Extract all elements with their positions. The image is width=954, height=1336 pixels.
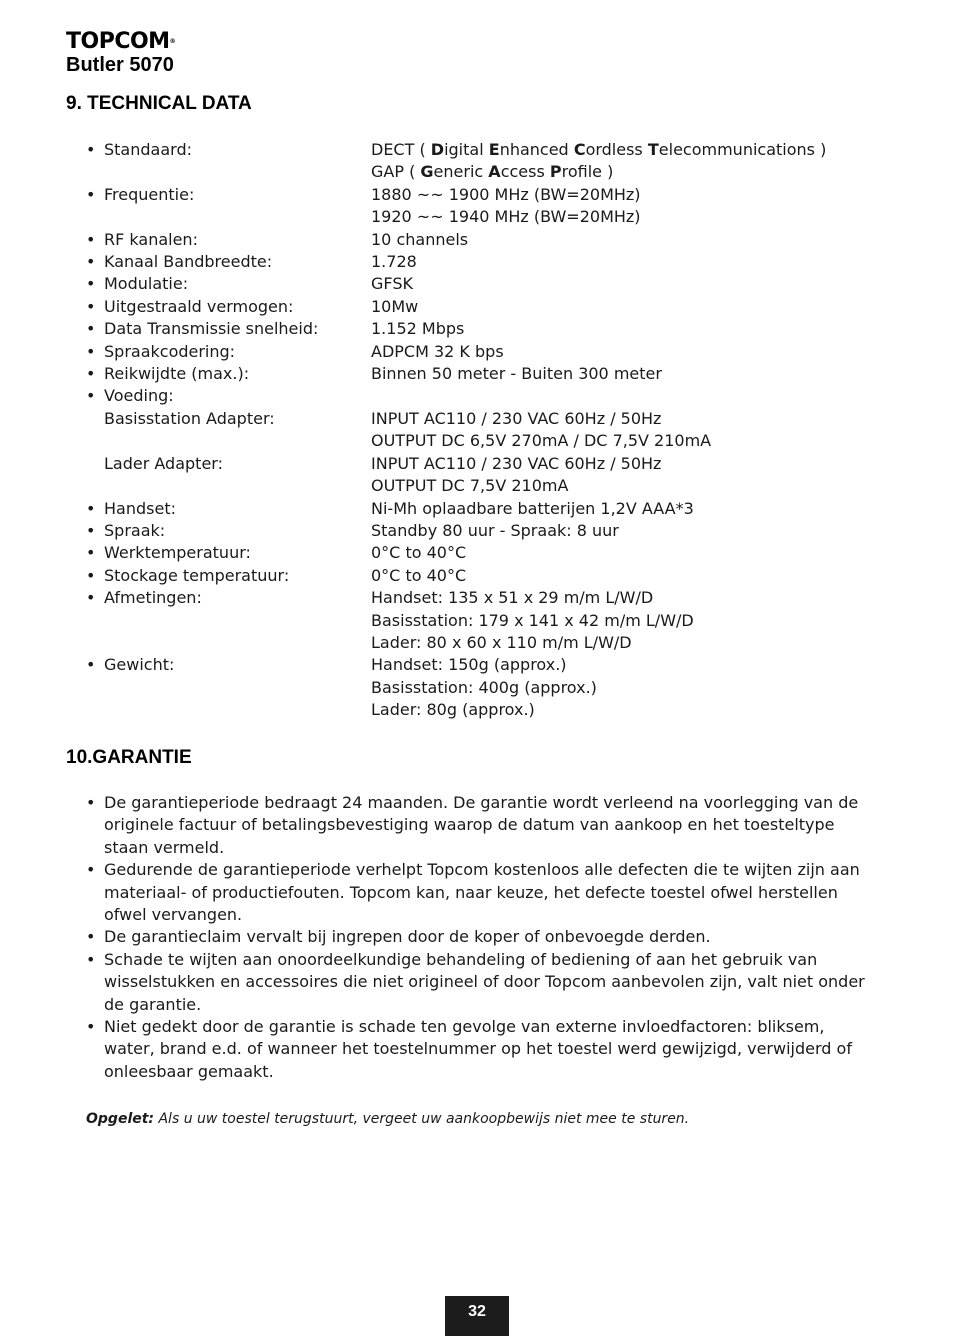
spec-label: Modulatie: — [104, 274, 189, 294]
spec-label: Frequentie: — [104, 184, 195, 204]
product-model: Butler 5070 — [66, 54, 174, 76]
spec-row: • Reikwijdte (max.): Binnen 50 meter - Buiten 300 meter — [86, 363, 886, 385]
list-item: • Niet gedekt door de garantie is schade ten gevolge van externe invloedfactoren: bliksem, water, brand e.d. of wanneer het toestelnummer op het toestel werd gewijzigd, verwijderd of onleesbaar gemaakt. — [86, 1017, 852, 1081]
return-note — [86, 1111, 689, 1127]
spec-row: • Spraakcodering: ADPCM 32 K bps — [86, 341, 886, 363]
spec-row: • Standaard: DECT ( Digital Enhanced Cordless Telecommunications ) GAP ( Generic Access Profile ) — [86, 139, 886, 184]
spec-list — [86, 139, 886, 722]
spec-row: • Frequentie: 1880 ~~ 1900 MHz (BW=20MHz) 1920 ~~ 1940 MHz (BW=20MHz) — [86, 184, 886, 229]
spec-label: Reikwijdte (max.): — [104, 364, 250, 384]
spec-row: • Stockage temperatuur: 0°C to 40°C — [86, 565, 886, 587]
spec-value: GFSK — [371, 274, 413, 294]
spec-value — [371, 139, 886, 184]
spec-row: • Kanaal Bandbreedte: 1.728 — [86, 251, 886, 273]
note-text: Als u uw toestel terugstuurt, vergeet uw aankoopbewijs niet mee te sturen. — [154, 1111, 690, 1127]
spec-value: Binnen 50 meter - Buiten 300 meter — [371, 364, 662, 384]
spec-value: 10Mw — [371, 296, 419, 316]
spec-subrow: Lader Adapter: INPUT AC110 / 230 VAC 60Hz / 50Hz OUTPUT DC 7,5V 210mA — [86, 453, 886, 498]
spec-row: • RF kanalen: 10 channels — [86, 229, 886, 251]
spec-value: 1880 ~~ 1900 MHz (BW=20MHz) 1920 ~~ 1940 MHz (BW=20MHz) — [371, 184, 641, 227]
spec-label: Data Transmissie snelheid: — [104, 319, 319, 339]
spec-row: • Voeding: — [86, 385, 886, 407]
spec-label: Kanaal Bandbreedte: — [104, 252, 273, 272]
topcom-logo: TOPCOM® — [66, 29, 176, 54]
spec-row: • Handset: Ni-Mh oplaadbare batterijen 1,2V AAA*3 — [86, 498, 886, 520]
spec-row: • Werktemperatuur: 0°C to 40°C — [86, 542, 886, 564]
spec-value: 0°C to 40°C — [371, 543, 467, 563]
spec-row: • Modulatie: GFSK — [86, 273, 886, 295]
spec-label: Spraak: — [104, 520, 166, 540]
spec-label: Standaard: — [104, 140, 192, 159]
page-number: 32 — [445, 1296, 509, 1336]
warranty-list — [86, 792, 876, 1083]
warranty-heading: 10.GARANTIE — [66, 747, 192, 768]
list-item: • Schade te wijten aan onoordeelkundige behandeling of bediening of aan het gebruik van wisselstukken en accessoires die niet origineel of door Topcom aanbevolen zijn, valt niet onder de garantie. — [86, 949, 865, 1014]
spec-subrow: Basisstation Adapter: INPUT AC110 / 230 VAC 60Hz / 50Hz OUTPUT DC 6,5V 270mA / DC 7,5V 210mA — [86, 408, 886, 453]
spec-value: 0°C to 40°C — [371, 565, 467, 585]
spec-value: Standby 80 uur - Spraak: 8 uur — [371, 520, 619, 540]
spec-label: Afmetingen: — [104, 588, 202, 608]
spec-label: Gewicht: — [104, 655, 175, 675]
spec-label: RF kanalen: — [104, 229, 198, 249]
list-item: • De garantieclaim vervalt bij ingrepen door de koper of onbevoegde derden. — [86, 927, 711, 947]
spec-row: • Gewicht: Handset: 150g (approx.) Basisstation: 400g (approx.) Lader: 80g (approx.) — [86, 654, 886, 721]
spec-row: • Uitgestraald vermogen: 10Mw — [86, 296, 886, 318]
spec-value: 1.728 — [371, 252, 417, 272]
spec-row: • Afmetingen: Handset: 135 x 51 x 29 m/m L/W/D Basisstation: 179 x 141 x 42 m/m L/W/D Lader: 80 x 60 x 110 m/m L/W/D — [86, 587, 886, 654]
page-header — [66, 30, 175, 76]
spec-label: Spraakcodering: — [104, 341, 236, 361]
brand-name: TOPCOM — [66, 29, 170, 54]
note-label: Opgelet: — [86, 1111, 155, 1127]
gap-value: GAP ( Generic Access Profile ) — [371, 162, 614, 182]
list-item: • De garantieperiode bedraagt 24 maanden. De garantie wordt verleend na voorlegging van de originele factuur of betalingsbevestiging waarop de datum van aankoop en het toesteltype staan vermeld. — [86, 793, 859, 857]
spec-row: • Data Transmissie snelheid: 1.152 Mbps — [86, 318, 886, 340]
spec-label: Uitgestraald vermogen: — [104, 296, 294, 316]
spec-label: Handset: — [104, 498, 176, 518]
spec-label: Werktemperatuur: — [104, 543, 251, 563]
list-item: • Gedurende de garantieperiode verhelpt Topcom kostenloos alle defecten die te wijten zijn aan materiaal- of productiefouten. Topcom kan, naar keuze, het defecte toestel ofwel herstellen ofwel vervangen. — [86, 860, 860, 925]
technical-data-heading: 9. TECHNICAL DATA — [66, 93, 252, 114]
spec-sublabel: Lader Adapter: — [104, 453, 223, 473]
spec-row: • Spraak: Standby 80 uur - Spraak: 8 uur — [86, 520, 886, 542]
spec-label: Voeding: — [104, 386, 174, 406]
spec-value: Ni-Mh oplaadbare batterijen 1,2V AAA*3 — [371, 498, 694, 518]
spec-value: 1.152 Mbps — [371, 319, 465, 339]
spec-label: Stockage temperatuur: — [104, 565, 290, 585]
spec-value: ADPCM 32 K bps — [371, 341, 504, 361]
dect-value: DECT ( Digital Enhanced Cordless Telecommunications ) — [371, 140, 827, 159]
spec-sublabel: Basisstation Adapter: — [104, 408, 275, 428]
spec-value: 10 channels — [371, 229, 469, 249]
